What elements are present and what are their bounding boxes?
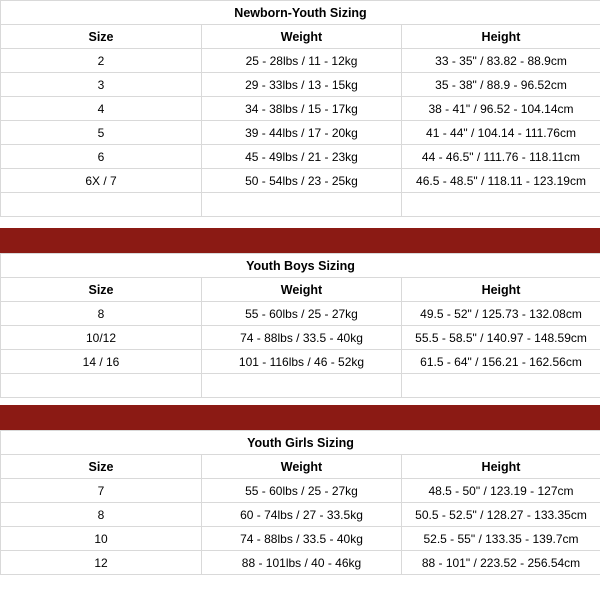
size-column-header: Size — [1, 455, 202, 479]
size-cell: 14 / 16 — [1, 350, 202, 374]
table-row — [1, 479, 600, 503]
weight-cell: 101 - 116lbs / 46 - 52kg — [202, 350, 402, 374]
weight-cell: 55 - 60lbs / 25 - 27kg — [202, 302, 402, 326]
size-cell: 10 — [1, 527, 202, 551]
empty-row — [1, 193, 600, 217]
size-column-header: Size — [1, 25, 202, 49]
weight-cell: 74 - 88lbs / 33.5 - 40kg — [202, 326, 402, 350]
size-cell: 8 — [1, 302, 202, 326]
size-cell: 6 — [1, 145, 202, 169]
height-cell: 52.5 - 55" / 133.35 - 139.7cm — [402, 527, 600, 551]
table-row — [1, 302, 600, 326]
section-title: Youth Girls Sizing — [1, 431, 600, 455]
weight-cell: 45 - 49lbs / 21 - 23kg — [202, 145, 402, 169]
height-column-header: Height — [402, 25, 600, 49]
empty-cell — [1, 374, 202, 398]
weight-cell: 55 - 60lbs / 25 - 27kg — [202, 479, 402, 503]
column-header-row — [1, 278, 600, 302]
height-cell: 38 - 41" / 96.52 - 104.14cm — [402, 97, 600, 121]
height-cell: 61.5 - 64" / 156.21 - 162.56cm — [402, 350, 600, 374]
table-row — [1, 169, 600, 193]
size-cell: 10/12 — [1, 326, 202, 350]
empty-cell — [402, 193, 600, 217]
table-title-row — [1, 1, 600, 25]
table-row — [1, 145, 600, 169]
height-cell: 88 - 101" / 223.52 - 256.54cm — [402, 551, 600, 575]
height-column-header: Height — [402, 278, 600, 302]
size-cell: 6X / 7 — [1, 169, 202, 193]
section-title: Newborn-Youth Sizing — [1, 1, 600, 25]
column-header-row — [1, 455, 600, 479]
height-cell: 55.5 - 58.5" / 140.97 - 148.59cm — [402, 326, 600, 350]
weight-cell: 29 - 33lbs / 13 - 15kg — [202, 73, 402, 97]
weight-cell: 39 - 44lbs / 17 - 20kg — [202, 121, 402, 145]
size-cell: 8 — [1, 503, 202, 527]
size-column-header: Size — [1, 278, 202, 302]
table-row — [1, 97, 600, 121]
section-divider — [0, 405, 600, 430]
weight-cell: 50 - 54lbs / 23 - 25kg — [202, 169, 402, 193]
size-cell: 7 — [1, 479, 202, 503]
section-title: Youth Boys Sizing — [1, 254, 600, 278]
table-title-row — [1, 431, 600, 455]
height-cell: 44 - 46.5" / 111.76 - 118.11cm — [402, 145, 600, 169]
weight-cell: 74 - 88lbs / 33.5 - 40kg — [202, 527, 402, 551]
height-cell: 35 - 38" / 88.9 - 96.52cm — [402, 73, 600, 97]
weight-column-header: Weight — [202, 278, 402, 302]
size-cell: 5 — [1, 121, 202, 145]
empty-cell — [1, 193, 202, 217]
table-title-row — [1, 254, 600, 278]
size-cell: 4 — [1, 97, 202, 121]
table-row — [1, 551, 600, 575]
empty-cell — [202, 193, 402, 217]
weight-column-header: Weight — [202, 25, 402, 49]
height-cell: 50.5 - 52.5" / 128.27 - 133.35cm — [402, 503, 600, 527]
table-row — [1, 326, 600, 350]
size-cell: 12 — [1, 551, 202, 575]
weight-cell: 60 - 74lbs / 27 - 33.5kg — [202, 503, 402, 527]
table-row — [1, 121, 600, 145]
youth-girls-sizing-table — [0, 430, 600, 575]
height-cell: 41 - 44" / 104.14 - 111.76cm — [402, 121, 600, 145]
height-column-header: Height — [402, 455, 600, 479]
size-cell: 2 — [1, 49, 202, 73]
column-header-row — [1, 25, 600, 49]
table-row — [1, 527, 600, 551]
youth-boys-sizing-table — [0, 253, 600, 398]
section-divider — [0, 228, 600, 253]
empty-cell — [202, 374, 402, 398]
weight-cell: 34 - 38lbs / 15 - 17kg — [202, 97, 402, 121]
table-row — [1, 503, 600, 527]
table-row — [1, 73, 600, 97]
weight-column-header: Weight — [202, 455, 402, 479]
weight-cell: 25 - 28lbs / 11 - 12kg — [202, 49, 402, 73]
size-cell: 3 — [1, 73, 202, 97]
height-cell: 33 - 35" / 83.82 - 88.9cm — [402, 49, 600, 73]
empty-cell — [402, 374, 600, 398]
height-cell: 46.5 - 48.5" / 118.11 - 123.19cm — [402, 169, 600, 193]
height-cell: 49.5 - 52" / 125.73 - 132.08cm — [402, 302, 600, 326]
newborn-youth-sizing-table — [0, 0, 600, 217]
height-cell: 48.5 - 50" / 123.19 - 127cm — [402, 479, 600, 503]
table-row — [1, 49, 600, 73]
weight-cell: 88 - 101lbs / 40 - 46kg — [202, 551, 402, 575]
empty-row — [1, 374, 600, 398]
table-row — [1, 350, 600, 374]
